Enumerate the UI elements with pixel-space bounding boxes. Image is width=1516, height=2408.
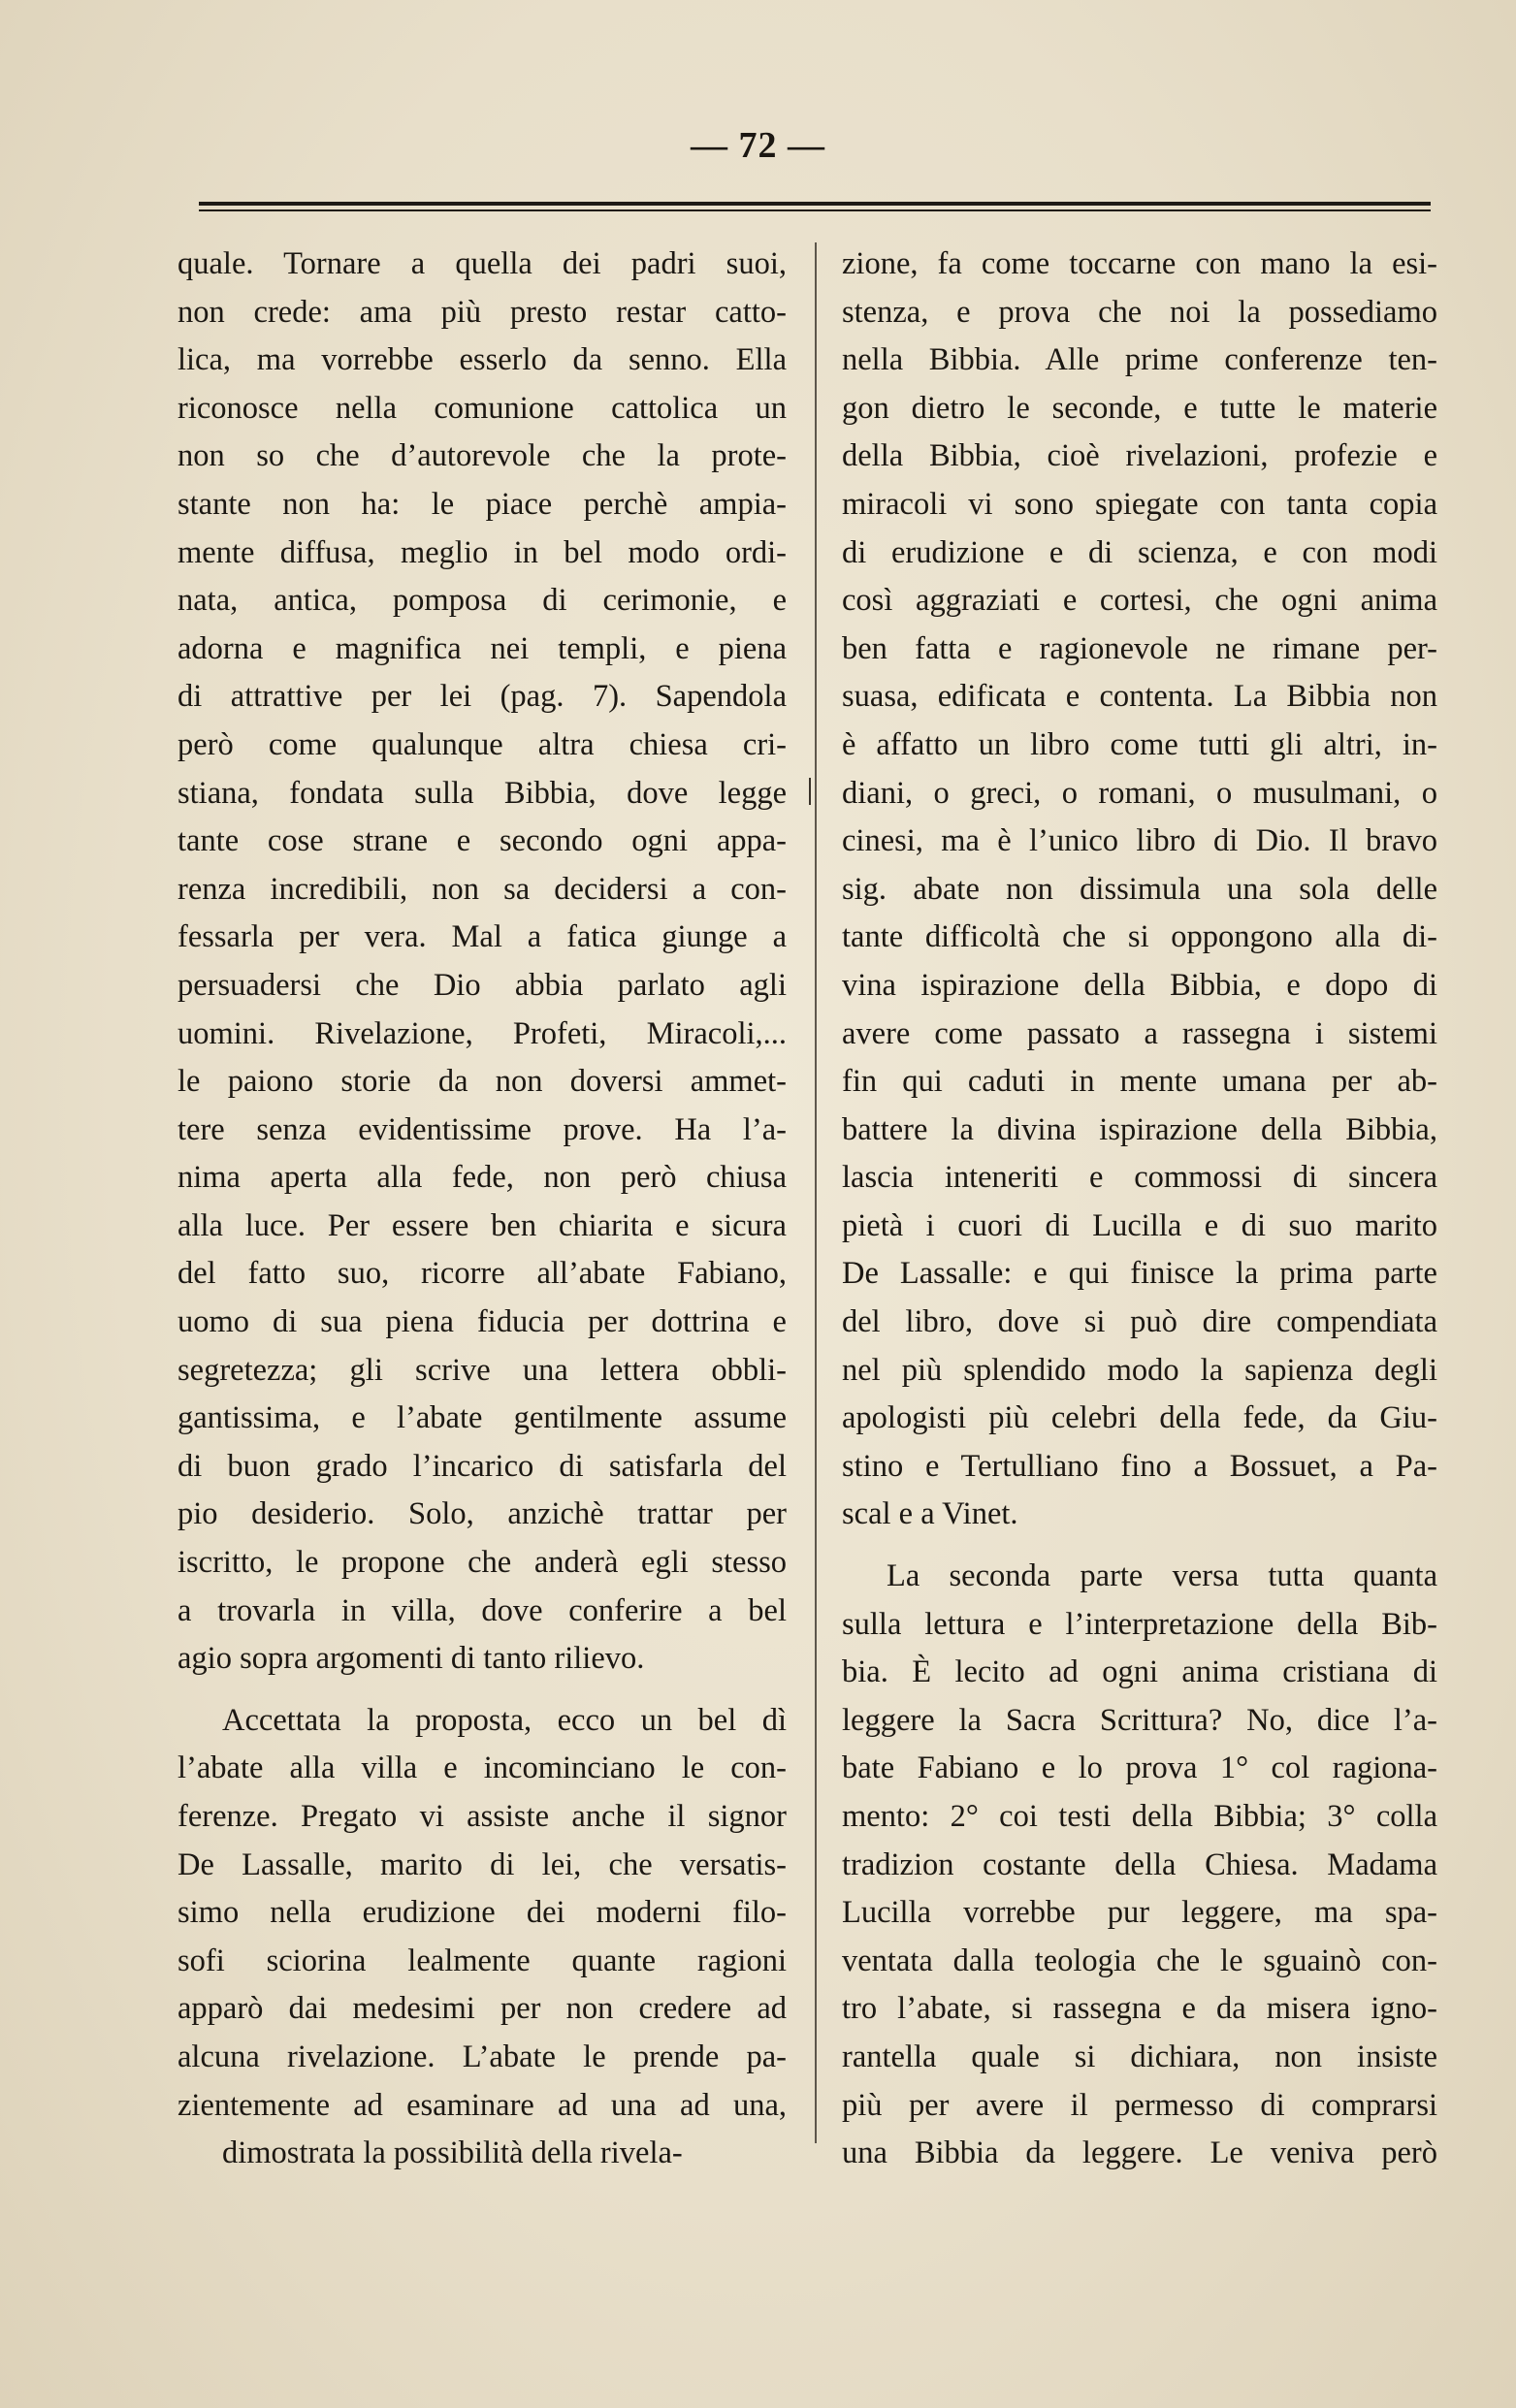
text-line: ben fatta e ragionevole ne rimane per-	[842, 630, 1437, 666]
text-line: è affatto un libro come tutti gli altri, in-	[842, 726, 1437, 762]
left-column	[177, 241, 787, 2178]
divider-mark	[809, 778, 811, 805]
text-line: nata, antica, pomposa di cerimonie, e	[177, 583, 787, 619]
page-number: — 72 —	[691, 125, 825, 166]
text-line: mente diffusa, meglio in bel modo ordi-	[177, 534, 787, 570]
text-line: più per avere il permesso di comprarsi	[842, 2087, 1437, 2123]
text-line: però come qualunque altra chiesa cri-	[177, 726, 787, 762]
text-line: tradizion costante della Chiesa. Madama	[842, 1846, 1437, 1882]
text-line: stino e Tertulliano fino a Bossuet, a Pa-	[842, 1448, 1437, 1484]
text-line: simo nella erudizione dei moderni filo-	[177, 1895, 787, 1931]
text-line: zientemente ad esaminare ad una ad una,	[177, 2087, 787, 2123]
text-line: alla luce. Per essere ben chiarita e sicura	[177, 1207, 787, 1243]
text-line: La seconda parte versa tutta quanta	[887, 1558, 1437, 1594]
text-line: sig. abate non dissimula una sola delle	[842, 871, 1437, 907]
text-line: non crede: ama più presto restar catto-	[177, 294, 787, 330]
text-line: le paiono storie da non doversi ammet-	[177, 1064, 787, 1100]
text-line: nel più splendido modo la sapienza degli	[842, 1352, 1437, 1388]
text-line: segretezza; gli scrive una lettera obbli-	[177, 1352, 787, 1388]
text-line: gon dietro le seconde, e tutte le materie	[842, 390, 1437, 426]
text-line: ferenze. Pregato vi assiste anche il signor	[177, 1799, 787, 1834]
text-line: ventata dalla teologia che le sguainò con-	[842, 1942, 1437, 1978]
text-line: del libro, dove si può dire compendiata	[842, 1304, 1437, 1340]
text-line: tante cose strane e secondo ogni appa-	[177, 823, 787, 859]
text-line: nella Bibbia. Alle prime conferenze ten-	[842, 342, 1437, 378]
text-line: mento: 2° coi testi della Bibbia; 3° colla	[842, 1799, 1437, 1834]
column-divider	[815, 242, 817, 2143]
text-line: bia. È lecito ad ogni anima cristiana di	[842, 1654, 1437, 1690]
text-line: battere la divina ispirazione della Bibbia,	[842, 1111, 1437, 1147]
text-line: sofi sciorina lealmente quante ragioni	[177, 1942, 787, 1978]
text-line: rantella quale si dichiara, non insiste	[842, 2039, 1437, 2074]
text-line: leggere la Sacra Scrittura? No, dice l’a-	[842, 1702, 1437, 1738]
text-line: persuadersi che Dio abbia parlato agli	[177, 967, 787, 1003]
text-line: tro l’abate, si rassegna e da misera igno-	[842, 1991, 1437, 2027]
text-line: gantissima, e l’abate gentilmente assume	[177, 1400, 787, 1436]
text-line: lica, ma vorrebbe esserlo da senno. Ella	[177, 342, 787, 378]
text-line: zione, fa come toccarne con mano la esi-	[842, 246, 1437, 281]
text-line: stante non ha: le piace perchè ampia-	[177, 486, 787, 522]
text-line: della Bibbia, cioè rivelazioni, profezie e	[842, 438, 1437, 474]
text-line: riconosce nella comunione cattolica un	[177, 390, 787, 426]
text-line: uomini. Rivelazione, Profeti, Miracoli,...	[177, 1015, 787, 1051]
text-line: suasa, edificata e contenta. La Bibbia non	[842, 679, 1437, 715]
text-line: quale. Tornare a quella dei padri suoi,	[177, 246, 787, 281]
text-line: alcuna rivelazione. L’abate le prende pa-	[177, 2039, 787, 2074]
text-line: fessarla per vera. Mal a fatica giunge a	[177, 919, 787, 955]
text-line: miracoli vi sono spiegate con tanta copia	[842, 486, 1437, 522]
text-line: avere come passato a rassegna i sistemi	[842, 1015, 1437, 1051]
paragraph-gap	[842, 1539, 1437, 1553]
text-line: De Lassalle, marito di lei, che versatis-	[177, 1846, 787, 1882]
text-line: dimostrata la possibilità della rivela-	[222, 2135, 683, 2171]
paragraph-gap	[177, 1684, 787, 1697]
text-line: così aggraziati e cortesi, che ogni anima	[842, 583, 1437, 619]
text-line: scal e a Vinet.	[842, 1496, 1018, 1532]
text-line: nima aperta alla fede, non però chiusa	[177, 1160, 787, 1196]
text-line: del fatto suo, ricorre all’abate Fabiano,	[177, 1256, 787, 1292]
text-line: stenza, e prova che noi la possediamo	[842, 294, 1437, 330]
text-line: vina ispirazione della Bibbia, e dopo di	[842, 967, 1437, 1003]
text-line: Lucilla vorrebbe pur leggere, ma spa-	[842, 1895, 1437, 1931]
text-line: lascia inteneriti e commossi di sincera	[842, 1160, 1437, 1196]
right-column	[842, 241, 1437, 2178]
text-line: l’abate alla villa e incominciano le con-	[177, 1750, 787, 1786]
text-line: non so che d’autorevole che la prote-	[177, 438, 787, 474]
text-line: fin qui caduti in mente umana per ab-	[842, 1064, 1437, 1100]
text-line: adorna e magnifica nei templi, e piena	[177, 630, 787, 666]
text-line: Accettata la proposta, ecco un bel dì	[222, 1702, 787, 1738]
text-line: di erudizione e di scienza, e con modi	[842, 534, 1437, 570]
text-line: a trovarla in villa, dove conferire a bel	[177, 1592, 787, 1628]
text-line: stiana, fondata sulla Bibbia, dove legge	[177, 775, 787, 811]
text-line: apologisti più celebri della fede, da Giu-	[842, 1400, 1437, 1436]
text-line: di buon grado l’incarico di satisfarla del	[177, 1448, 787, 1484]
text-line: sulla lettura e l’interpretazione della Bib-	[842, 1606, 1437, 1642]
text-line: De Lassalle: e qui finisce la prima parte	[842, 1256, 1437, 1292]
text-line: agio sopra argomenti di tanto rilievo.	[177, 1641, 645, 1677]
text-line: pio desiderio. Solo, anzichè trattar per	[177, 1496, 787, 1532]
text-line: apparò dai medesimi per non credere ad	[177, 1991, 787, 2027]
text-line: iscritto, le propone che anderà egli stesso	[177, 1545, 787, 1581]
text-line: cinesi, ma è l’unico libro di Dio. Il bravo	[842, 823, 1437, 859]
text-line: pietà i cuori di Lucilla e di suo marito	[842, 1207, 1437, 1243]
text-line: diani, o greci, o romani, o musulmani, o	[842, 775, 1437, 811]
text-line: tere senza evidentissime prove. Ha l’a-	[177, 1111, 787, 1147]
text-line: di attrattive per lei (pag. 7). Sapendola	[177, 679, 787, 715]
text-line: uomo di sua piena fiducia per dottrina e	[177, 1304, 787, 1340]
text-line: bate Fabiano e lo prova 1° col ragiona-	[842, 1750, 1437, 1786]
text-line: una Bibbia da leggere. Le veniva però	[842, 2135, 1437, 2171]
text-line: renza incredibili, non sa decidersi a con-	[177, 871, 787, 907]
text-line: tante difficoltà che si oppongono alla di-	[842, 919, 1437, 955]
header-rule	[199, 202, 1431, 211]
